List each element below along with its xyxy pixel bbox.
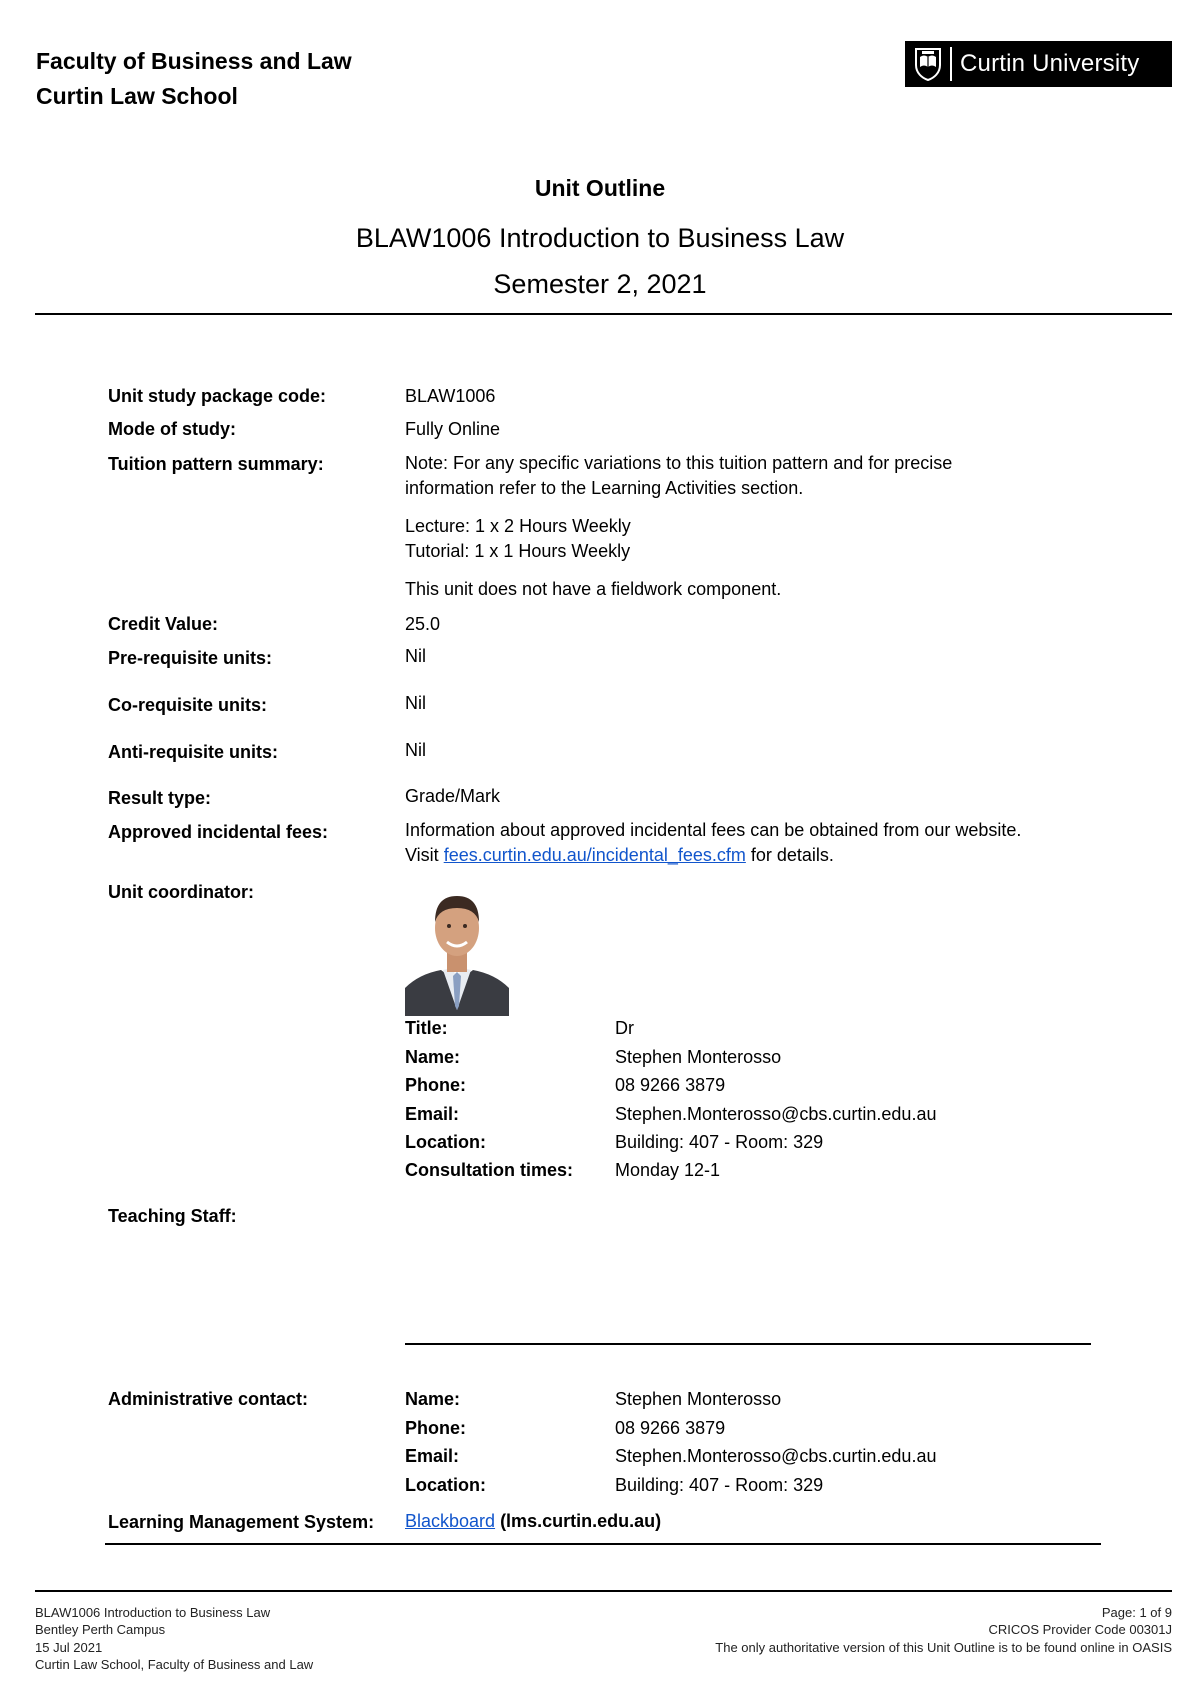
coordinator-location-label: Location: bbox=[405, 1132, 486, 1152]
antireq-value: Nil bbox=[405, 740, 426, 760]
lms-line bbox=[405, 1511, 661, 1532]
fees-link[interactable]: fees.curtin.edu.au/incidental_fees.cfm bbox=[443, 845, 746, 865]
footer-left bbox=[35, 1604, 313, 1673]
footer-date: 15 Jul 2021 bbox=[35, 1639, 103, 1655]
logo-text: Curtin University bbox=[960, 50, 1140, 77]
lms-suffix: (lms.curtin.edu.au) bbox=[495, 1511, 662, 1531]
mode-label: Mode of study: bbox=[108, 419, 236, 439]
fees-visit-text: Visit bbox=[405, 845, 444, 865]
lms-label: Learning Management System: bbox=[108, 1512, 375, 1532]
footer-cricos: CRICOS Provider Code 00301J bbox=[988, 1622, 1172, 1638]
fees-label: Approved incidental fees: bbox=[108, 822, 329, 842]
coordinator-name-value: Stephen Monterosso bbox=[615, 1047, 782, 1067]
admin-location-label: Location: bbox=[405, 1475, 486, 1495]
mode-value: Fully Online bbox=[405, 419, 501, 439]
admin-name-label: Name: bbox=[405, 1389, 461, 1409]
teaching-staff-label: Teaching Staff: bbox=[108, 1206, 237, 1226]
coordinator-title-value: Dr bbox=[615, 1018, 634, 1038]
tutorial-pattern: Tutorial: 1 x 1 Hours Weekly bbox=[405, 541, 631, 561]
prereq-label: Pre-requisite units: bbox=[108, 648, 273, 668]
code-value: BLAW1006 bbox=[405, 386, 496, 406]
footer-divider bbox=[35, 1590, 1172, 1592]
code-label: Unit study package code: bbox=[108, 386, 327, 406]
faculty-name: Faculty of Business and Law bbox=[36, 48, 352, 74]
fees-info: Information about approved incidental fees can be obtained from our website. bbox=[405, 820, 1022, 840]
school-name: Curtin Law School bbox=[36, 83, 238, 109]
footer-school: Curtin Law School, Faculty of Business and Law bbox=[35, 1656, 314, 1672]
credit-label: Credit Value: bbox=[108, 614, 219, 634]
teaching-staff-divider bbox=[405, 1343, 1091, 1345]
coordinator-consult-value: Monday 12-1 bbox=[615, 1160, 721, 1180]
tuition-label: Tuition pattern summary: bbox=[108, 454, 324, 474]
footer-page: Page: 1 of 9 bbox=[1101, 1605, 1172, 1620]
coordinator-label: Unit coordinator: bbox=[108, 882, 254, 902]
unit-title: BLAW1006 Introduction to Business Law bbox=[355, 223, 845, 253]
admin-phone-label: Phone: bbox=[405, 1418, 466, 1438]
admin-phone-value: 08 9266 3879 bbox=[615, 1418, 726, 1438]
fees-visit-line bbox=[405, 845, 834, 866]
credit-value: 25.0 bbox=[405, 614, 441, 634]
coordinator-phone-value: 08 9266 3879 bbox=[615, 1075, 726, 1095]
admin-email-value: Stephen.Monterosso@cbs.curtin.edu.au bbox=[615, 1446, 937, 1466]
coreq-value: Nil bbox=[405, 693, 426, 713]
lecture-pattern: Lecture: 1 x 2 Hours Weekly bbox=[405, 516, 631, 536]
faculty-header bbox=[36, 44, 352, 114]
coordinator-email-label: Email: bbox=[405, 1104, 460, 1124]
coordinator-name-label: Name: bbox=[405, 1047, 461, 1067]
coordinator-title-label: Title: bbox=[405, 1018, 448, 1038]
admin-email-label: Email: bbox=[405, 1446, 460, 1466]
result-label: Result type: bbox=[108, 788, 212, 808]
lms-link[interactable]: Blackboard bbox=[405, 1511, 496, 1531]
admin-name-value: Stephen Monterosso bbox=[615, 1389, 782, 1409]
lms-divider bbox=[105, 1543, 1101, 1545]
coordinator-email-value: Stephen.Monterosso@cbs.curtin.edu.au bbox=[615, 1104, 937, 1124]
coordinator-location-value: Building: 407 - Room: 329 bbox=[615, 1132, 824, 1152]
fees-after-text: for details. bbox=[745, 845, 834, 865]
footer-campus: Bentley Perth Campus bbox=[35, 1622, 166, 1638]
fieldwork-note: This unit does not have a fieldwork component. bbox=[405, 579, 782, 599]
admin-location-value: Building: 407 - Room: 329 bbox=[615, 1475, 824, 1495]
logo-divider bbox=[950, 47, 952, 81]
coordinator-consult-label: Consultation times: bbox=[405, 1160, 574, 1180]
antireq-label: Anti-requisite units: bbox=[108, 742, 278, 762]
document-type: Unit Outline bbox=[534, 175, 666, 201]
title-divider bbox=[35, 313, 1172, 315]
coordinator-phone-label: Phone: bbox=[405, 1075, 466, 1095]
coreq-label: Co-requisite units: bbox=[108, 695, 268, 715]
tuition-note-2: information refer to the Learning Activities section. bbox=[405, 478, 804, 498]
footer-right bbox=[715, 1604, 1172, 1656]
footer-unit: BLAW1006 Introduction to Business Law bbox=[35, 1605, 271, 1620]
crest-icon bbox=[914, 47, 942, 81]
curtin-logo bbox=[905, 41, 1172, 87]
semester: Semester 2, 2021 bbox=[493, 269, 707, 299]
prereq-value: Nil bbox=[405, 646, 426, 666]
result-value: Grade/Mark bbox=[405, 786, 501, 806]
tuition-note-1: Note: For any specific variations to this tuition pattern and for precise bbox=[405, 453, 953, 473]
footer-authority-note: The only authoritative version of this Unit Outline is to be found online in OASIS bbox=[715, 1639, 1172, 1655]
coordinator-photo bbox=[405, 880, 509, 1016]
admin-label: Administrative contact: bbox=[108, 1389, 309, 1409]
